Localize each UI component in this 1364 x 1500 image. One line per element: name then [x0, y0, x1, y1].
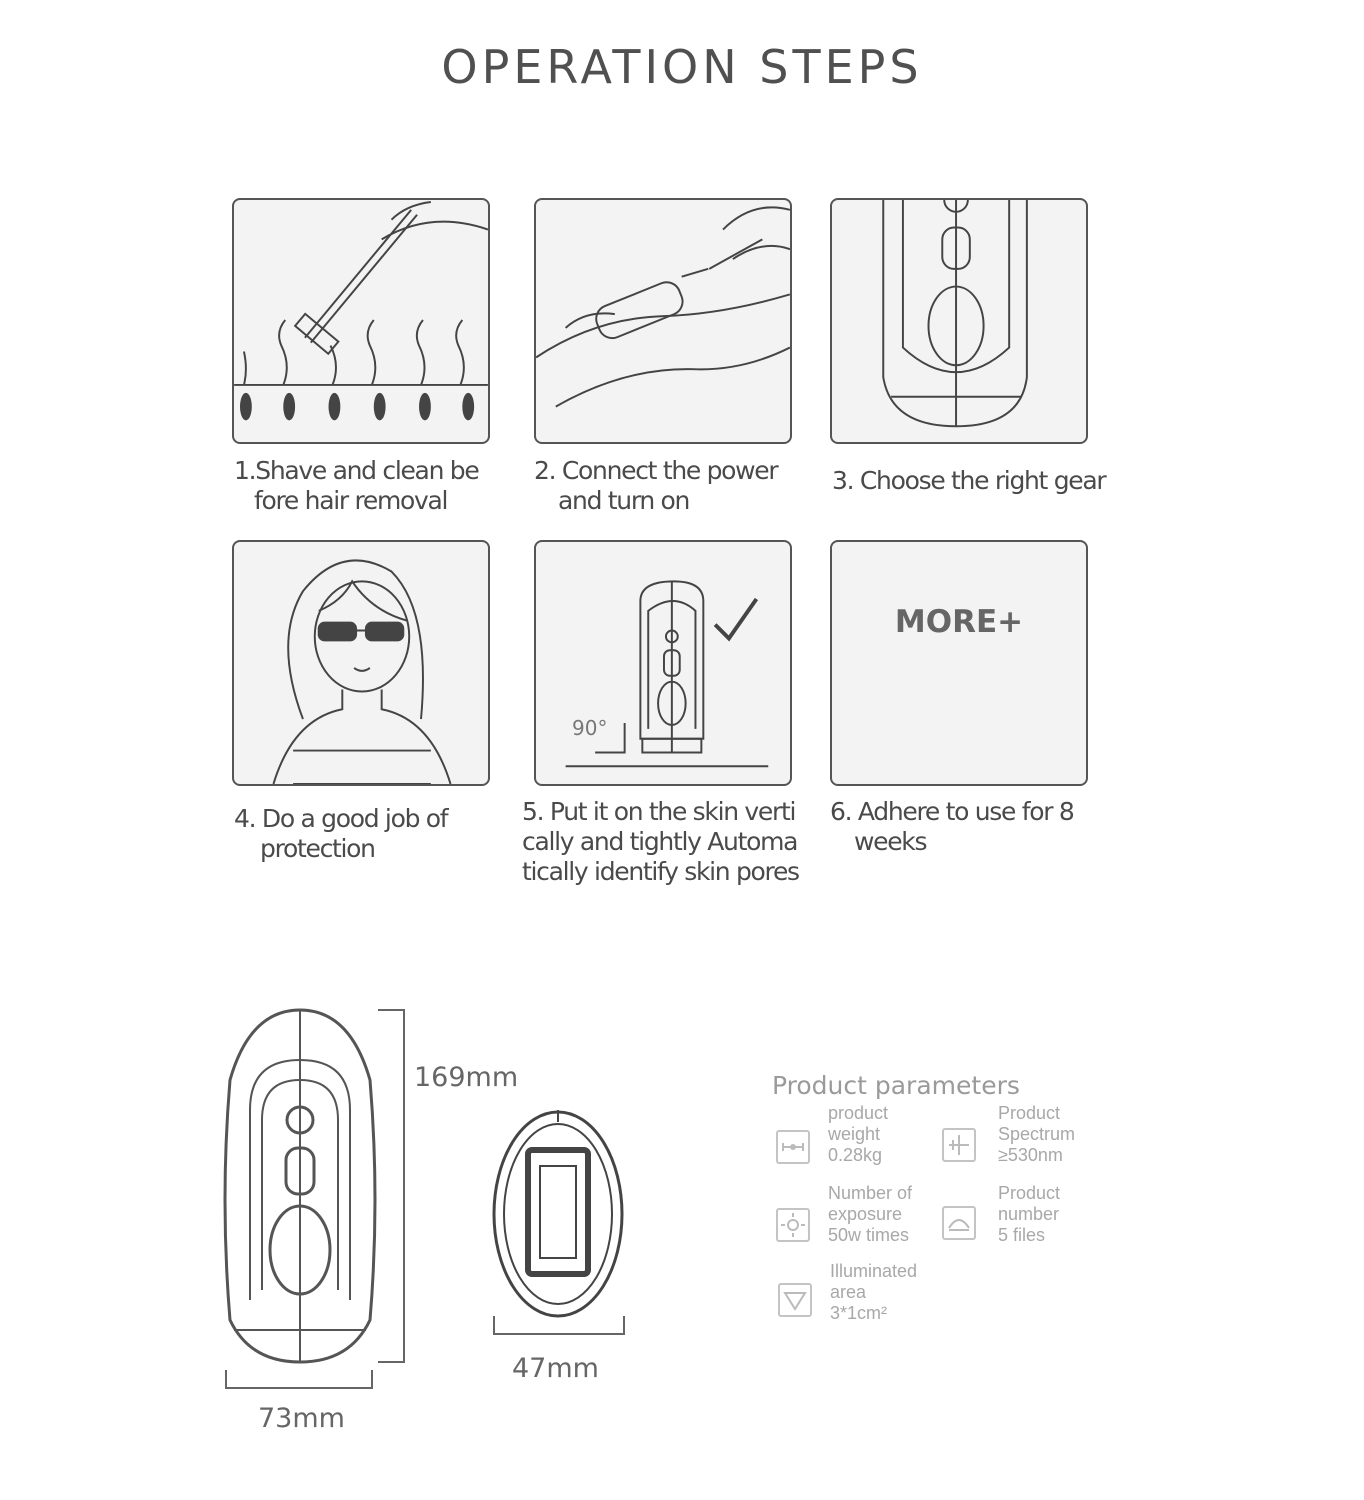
param-weight: product weight 0.28kg — [828, 1103, 889, 1165]
protective-glasses-icon — [234, 542, 488, 784]
device-bottom-diagram — [488, 1104, 628, 1324]
step-3-caption: 3. Choose the right gear — [832, 466, 1106, 495]
step-5-caption: 5. Put it on the skin verti cally and tightly Automa tically identify skin pores — [522, 797, 799, 886]
weight-icon — [776, 1130, 810, 1164]
more-button[interactable]: MORE+ — [894, 604, 1024, 640]
step-4-caption: 4. Do a good job of protection — [234, 804, 448, 863]
device-on-skin-icon — [536, 542, 790, 784]
height-label: 169mm — [414, 1062, 519, 1093]
param-area: Illuminated area 3*1cm² — [830, 1261, 918, 1323]
param-spectrum: Product Spectrum ≥530nm — [998, 1103, 1076, 1165]
step-1-caption: 1.Shave and clean be fore hair removal — [234, 456, 479, 515]
device-gear-icon — [832, 200, 1086, 442]
height-dimension-bracket — [370, 1008, 410, 1368]
light-burst-icon — [776, 1208, 810, 1242]
depth-dimension-bracket — [492, 1314, 628, 1338]
area-icon — [778, 1283, 812, 1317]
step-1-card — [232, 198, 490, 444]
power-plug-icon — [536, 200, 790, 442]
shaving-razor-icon — [234, 200, 488, 442]
step-4-card — [232, 540, 490, 786]
parameters-title: Product parameters — [772, 1071, 1020, 1100]
step-6-caption: 6. Adhere to use for 8 weeks — [830, 797, 1074, 856]
gauge-icon — [942, 1206, 976, 1240]
step-3-card — [830, 198, 1088, 444]
param-number: Product number 5 files — [998, 1183, 1061, 1245]
width-dimension-bracket — [224, 1368, 376, 1392]
param-exposure: Number of exposure 50w times — [828, 1183, 913, 1245]
angle-label: 90° — [572, 716, 608, 740]
step-6-card[interactable] — [830, 540, 1088, 786]
step-2-card — [534, 198, 792, 444]
spectrum-icon — [942, 1128, 976, 1162]
width-label: 73mm — [258, 1403, 345, 1434]
page-title: OPERATION STEPS — [441, 40, 923, 94]
step-5-card — [534, 540, 792, 786]
depth-label: 47mm — [512, 1353, 599, 1384]
step-2-caption: 2. Connect the power and turn on — [534, 456, 778, 515]
